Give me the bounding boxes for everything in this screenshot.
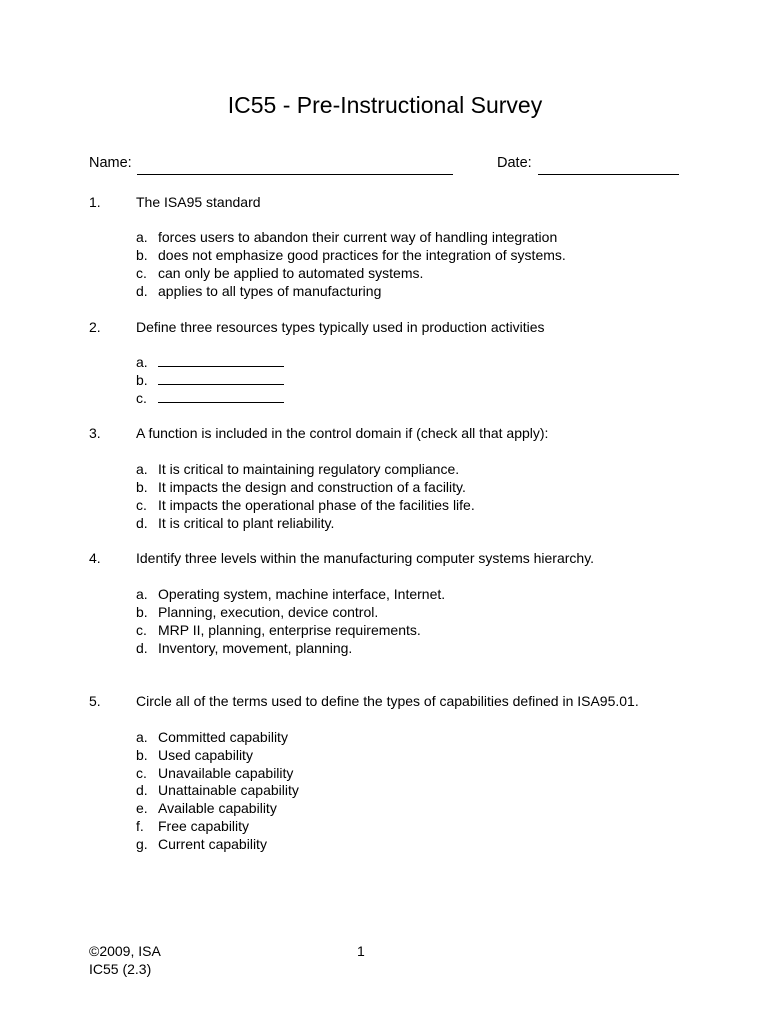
option-text: does not emphasize good practices for the integration of systems. — [158, 247, 566, 263]
option-text: It impacts the design and construction of a facility. — [158, 479, 466, 495]
question-1-option-d — [136, 283, 381, 299]
question-5-option-f — [136, 818, 249, 834]
date-blank-line — [538, 174, 679, 175]
option-letter: b. — [136, 747, 148, 763]
answer-blank-line — [158, 354, 284, 367]
option-text: It is critical to maintaining regulatory compliance. — [158, 461, 460, 477]
answer-blank-line — [158, 390, 284, 403]
option-text: Unavailable capability — [158, 765, 294, 781]
question-2-number: 2. — [89, 319, 101, 335]
option-text: Unattainable capability — [158, 782, 299, 798]
question-5-option-g — [136, 836, 267, 852]
option-letter: a. — [136, 586, 148, 602]
question-2-option-a — [136, 354, 284, 370]
question-4-option-a — [136, 586, 445, 602]
question-3-option-c — [136, 497, 475, 513]
question-2-option-c — [136, 390, 284, 406]
question-5-number: 5. — [89, 693, 101, 709]
question-5-option-e — [136, 800, 277, 816]
question-1-option-a — [136, 229, 557, 245]
question-3-option-a — [136, 461, 459, 477]
option-letter: c. — [136, 765, 147, 781]
option-letter: d. — [136, 283, 148, 299]
option-text: forces users to abandon their current way of handling integration — [158, 229, 558, 245]
question-5-option-a — [136, 729, 288, 745]
option-letter: d. — [136, 515, 148, 531]
question-5-option-d — [136, 782, 299, 798]
option-text: applies to all types of manufacturing — [158, 283, 382, 299]
option-text: It is critical to plant reliability. — [158, 515, 335, 531]
option-text: Current capability — [158, 836, 267, 852]
question-4-option-d — [136, 640, 352, 656]
option-text: Used capability — [158, 747, 253, 763]
option-letter: a. — [136, 229, 148, 245]
option-text: Available capability — [158, 800, 277, 816]
option-letter: c. — [136, 497, 147, 513]
question-2-option-b — [136, 372, 284, 388]
option-letter: b. — [136, 372, 148, 388]
option-letter: c. — [136, 390, 147, 406]
footer-course-code: IC55 (2.3) — [89, 961, 152, 977]
option-letter: a. — [136, 354, 148, 370]
question-5-option-b — [136, 747, 253, 763]
question-1-number: 1. — [89, 194, 101, 210]
option-text: It impacts the operational phase of the facilities life. — [158, 497, 475, 513]
option-letter: c. — [136, 622, 147, 638]
name-blank-line — [137, 174, 453, 175]
option-letter: b. — [136, 604, 148, 620]
option-text: MRP II, planning, enterprise requirements. — [158, 622, 421, 638]
option-letter: b. — [136, 479, 148, 495]
option-text: Planning, execution, device control. — [158, 604, 379, 620]
option-text: Operating system, machine interface, Internet. — [158, 586, 446, 602]
question-3-option-b — [136, 479, 466, 495]
name-label: Name: — [89, 155, 132, 171]
option-letter: d. — [136, 782, 148, 798]
question-4-option-c — [136, 622, 421, 638]
question-5-option-c — [136, 765, 293, 781]
option-text: can only be applied to automated systems. — [158, 265, 424, 281]
option-text: Committed capability — [158, 729, 288, 745]
question-1-text: The ISA95 standard — [136, 194, 261, 210]
option-letter: f. — [136, 818, 144, 834]
question-3-option-d — [136, 515, 334, 531]
option-letter: b. — [136, 247, 148, 263]
option-text: Free capability — [158, 818, 250, 834]
answer-blank-line — [158, 372, 284, 385]
question-5-text: Circle all of the terms used to define the types of capabilities defined in ISA95.01. — [136, 693, 639, 709]
question-4-option-b — [136, 604, 378, 620]
question-1-option-c — [136, 265, 423, 281]
question-3-text: A function is included in the control domain if (check all that apply): — [136, 425, 549, 441]
date-label: Date: — [497, 155, 532, 171]
question-1-option-b — [136, 247, 566, 263]
question-2-text: Define three resources types typically used in production activities — [136, 319, 545, 335]
option-letter: e. — [136, 800, 148, 816]
option-letter: a. — [136, 461, 148, 477]
option-letter: g. — [136, 836, 148, 852]
option-text: Inventory, movement, planning. — [158, 640, 353, 656]
option-letter: d. — [136, 640, 148, 656]
page-title: IC55 - Pre-Instructional Survey — [227, 92, 543, 118]
option-letter: a. — [136, 729, 148, 745]
question-4-number: 4. — [89, 550, 101, 566]
page-number: 1 — [357, 943, 365, 959]
question-3-number: 3. — [89, 425, 101, 441]
footer-copyright: ©2009, ISA — [89, 943, 161, 959]
option-letter: c. — [136, 265, 147, 281]
question-4-text: Identify three levels within the manufacturing computer systems hierarchy. — [136, 550, 595, 566]
